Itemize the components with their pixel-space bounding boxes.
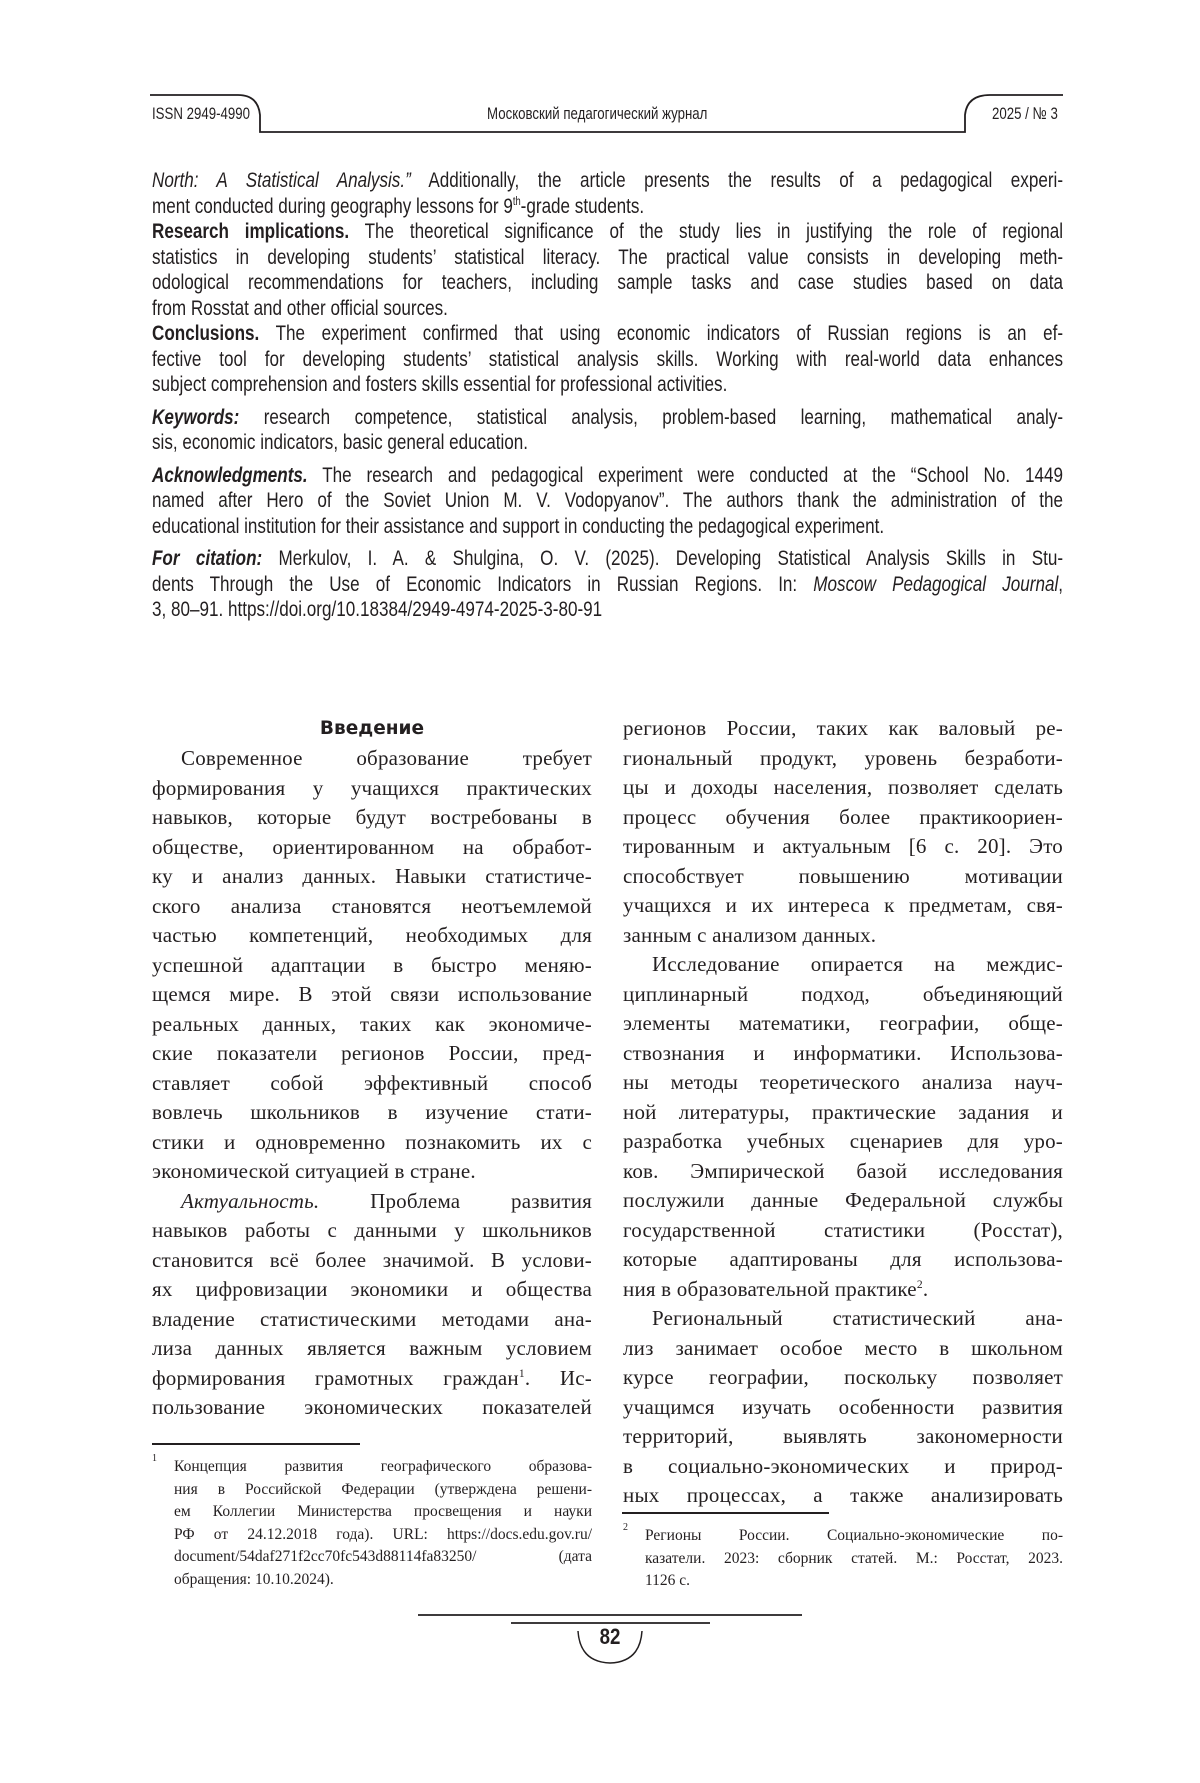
- implications-label: Research implications.: [152, 220, 350, 243]
- keywords-label: Keywords:: [152, 405, 240, 429]
- body-line: лиза данных является важным условием: [152, 1336, 592, 1360]
- footnote-line: Регионы России. Социально-экономические по-: [645, 1527, 1063, 1544]
- header-journal-title: Московский педагогический журнал: [487, 104, 708, 123]
- abstract-text: The theoretical significance of the study lies in justifying the role of regional: [349, 220, 1064, 243]
- abstract-text: The experiment confirmed that using economic indicators of Russian regions is an ef-: [259, 322, 1064, 345]
- body-column-right: [623, 714, 1063, 1511]
- citation-label: For citation:: [152, 547, 263, 570]
- body-line: частью компетенций, необходимых для: [152, 923, 592, 947]
- body-line: Современное образование требует: [181, 746, 592, 770]
- header-issn: ISSN 2949-4990: [152, 104, 251, 123]
- acknowledgments-text: named after Hero of the Soviet Union M. V. Vodopyanov”. The authors thank the administration of the: [152, 489, 1064, 512]
- body-line: ях цифровизации экономики и общества: [152, 1277, 592, 1301]
- body-line: элементы математики, географии, обще-: [623, 1011, 1063, 1035]
- body-line: пользование экономических показателей: [152, 1395, 592, 1419]
- body-line: ские показатели регионов России, пред-: [152, 1041, 592, 1065]
- body-line: в социально-экономических и природ-: [623, 1453, 1063, 1478]
- abstract-text: -grade students.: [520, 194, 645, 218]
- footnote-line: РФ от 24.12.2018 года). URL: https://docs.edu.gov.ru/: [174, 1525, 592, 1543]
- keywords-text: research competence, statistical analysis, problem-based learning, mathematical analy-: [239, 405, 1064, 429]
- body-line: владение статистическими методами ана-: [152, 1306, 592, 1331]
- body-line: успешной адаптации в быстро меняю-: [152, 952, 592, 977]
- acknowledgments-text: educational institution for their assistance and support in conducting the pedagogical experiment.: [152, 514, 885, 538]
- body-line: стики и одновременно познакомить их с: [152, 1129, 592, 1154]
- body-text: Проблема развития: [319, 1188, 592, 1213]
- page-number: 82: [599, 1624, 621, 1649]
- body-line: циплинарный подход, объединяющий: [623, 981, 1063, 1006]
- body-line: государственной статистики (Росстат),: [623, 1217, 1063, 1242]
- keywords-text: sis, economic indicators, basic general education.: [152, 431, 528, 454]
- body-line: навыков, которые будут востребованы в: [152, 805, 592, 829]
- body-line: курсе географии, поскольку позволяет: [623, 1365, 1063, 1389]
- body-line: послужили данные Федеральной службы: [623, 1188, 1063, 1212]
- abstract-title-fragment: North: A Statistical Analysis.”: [152, 169, 411, 192]
- footnote-line: document/54daf271f2cc70fc543d88114fa83250/ (дата: [174, 1548, 592, 1565]
- body-line: ных процессах, а также анализировать: [623, 1483, 1063, 1507]
- body-line: [623, 1275, 1063, 1305]
- header-issue: 2025 / № 3: [992, 104, 1058, 123]
- footnote-1: [152, 1453, 592, 1591]
- acknowledgments-text: The research and pedagogical experiment were conducted at the “School No. 1449: [307, 463, 1064, 487]
- body-text: формирования грамотных граждан: [152, 1365, 519, 1390]
- body-line: разработка учебных сценариев для уро-: [623, 1129, 1063, 1153]
- body-line: гиональный продукт, уровень безработи-: [623, 745, 1063, 770]
- footnote-number: 2: [623, 1522, 628, 1533]
- footnote-line: обращения: 10.10.2024).: [174, 1570, 334, 1588]
- abstract-block: [152, 168, 1063, 623]
- body-line: [152, 1364, 592, 1394]
- body-line: территорий, выявлять закономерности: [623, 1424, 1063, 1448]
- body-line: обществе, ориентированном на обработ-: [152, 834, 592, 859]
- body-column-left: [152, 744, 592, 1423]
- body-line: [152, 1187, 592, 1217]
- abstract-text: subject comprehension and fosters skills essential for professional activities.: [152, 373, 728, 396]
- body-line: учащимся изучать особенности развития: [623, 1394, 1063, 1419]
- body-line: формирования у учащихся практических: [152, 775, 592, 800]
- body-text: .: [922, 1276, 929, 1301]
- footnote-line: ем Коллегии Министерства просвещения и науки: [174, 1503, 592, 1520]
- body-line: Исследование опирается на междис-: [652, 952, 1063, 976]
- abstract-text: statistics in developing students’ statistical literacy. The practical value consists in developing meth-: [152, 245, 1064, 269]
- abstract-text: ment conducted during geography lessons for 9: [152, 194, 513, 218]
- abstract-text: from Rosstat and other official sources.: [152, 296, 448, 320]
- footnote-line: Концепция развития географического образова-: [174, 1458, 592, 1475]
- footnote-divider: [152, 1443, 360, 1445]
- citation-text: Merkulov, I. A. & Shulgina, O. V. (2025). Developing Statistical Analysis Skills in Stu-: [262, 547, 1064, 570]
- body-line: экономической ситуацией в стране.: [152, 1159, 476, 1183]
- body-line: ского анализа становятся неотъемлемой: [152, 893, 592, 918]
- citation-doi-link[interactable]: 3, 80–91. https://doi.org/10.18384/2949-4974-2025-3-80-91: [152, 598, 603, 621]
- abstract-text: odological recommendations for teachers, including sample tasks and case studies based on data: [152, 271, 1064, 294]
- body-line: процесс обучения более практикоориен-: [623, 804, 1063, 829]
- body-line: ны методы теоретического анализа науч-: [623, 1070, 1063, 1094]
- footnote-line: казатели. 2023: сборник статей. М.: Росстат, 2023.: [645, 1549, 1063, 1567]
- body-line: щемся мире. В этой связи использование: [152, 982, 592, 1006]
- abstract-text: fective tool for developing students’ statistical analysis skills. Working with real-world data enhances: [152, 347, 1064, 371]
- body-line: ной литературы, практические задания и: [623, 1099, 1063, 1124]
- body-line: лиз занимает особое место в школьном: [623, 1335, 1063, 1360]
- body-line: становится всё более значимой. В услови-: [152, 1247, 592, 1272]
- body-line: ку и анализ данных. Навыки статистиче-: [152, 864, 592, 888]
- footnote-line: ния в Российской Федерации (утверждена решени-: [174, 1480, 592, 1498]
- relevance-label: Актуальность.: [181, 1188, 320, 1213]
- citation-journal: Moscow Pedagogical Journal: [813, 572, 1059, 596]
- body-line: ков. Эмпирической базой исследования: [623, 1158, 1063, 1183]
- section-heading: Введение: [319, 718, 425, 739]
- superscript: th: [512, 195, 521, 208]
- conclusions-label: Conclusions.: [152, 322, 260, 345]
- acknowledgments-label: Acknowledgments.: [152, 463, 308, 487]
- footnote-2: [623, 1522, 1063, 1593]
- footnote-number: 1: [152, 1453, 157, 1464]
- body-line: тированным и актуальным [6 с. 20]. Это: [623, 834, 1063, 858]
- footnote-line: 1126 с.: [645, 1572, 691, 1589]
- body-line: регионов России, таких как валовый ре-: [623, 716, 1063, 740]
- footnote-divider: [622, 1512, 829, 1514]
- body-line: ставляет собой эффективный способ: [152, 1070, 592, 1095]
- body-line: навыков работы с данными у школьников: [152, 1218, 592, 1242]
- body-text: ния в образовательной практике: [623, 1276, 917, 1301]
- body-line: цы и доходы населения, позволяет сделать: [623, 775, 1063, 799]
- citation-text: dents Through the Use of Economic Indicators in Russian Regions. In:: [152, 572, 814, 596]
- body-line: способствует повышению мотивации: [623, 863, 1063, 888]
- body-line: реальных данных, таких как экономиче-: [152, 1011, 592, 1036]
- footnote-ref-2[interactable]: 2: [916, 1278, 923, 1291]
- body-line: которые адаптированы для использова-: [623, 1247, 1063, 1271]
- body-line: ствознания и информатики. Использова-: [623, 1040, 1063, 1065]
- citation-text: ,: [1058, 572, 1064, 596]
- footnote-ref-1[interactable]: 1: [518, 1367, 525, 1380]
- abstract-text: Additionally, the article presents the results of a pedagogical experi-: [410, 169, 1064, 192]
- body-line: вовлечь школьников в изучение стати-: [152, 1100, 592, 1124]
- body-line: учащихся и их интереса к предметам, свя-: [623, 893, 1063, 917]
- body-line: Региональный статистический ана-: [652, 1306, 1063, 1330]
- body-text: . Ис-: [524, 1365, 592, 1390]
- body-line: занным с анализом данных.: [623, 922, 877, 947]
